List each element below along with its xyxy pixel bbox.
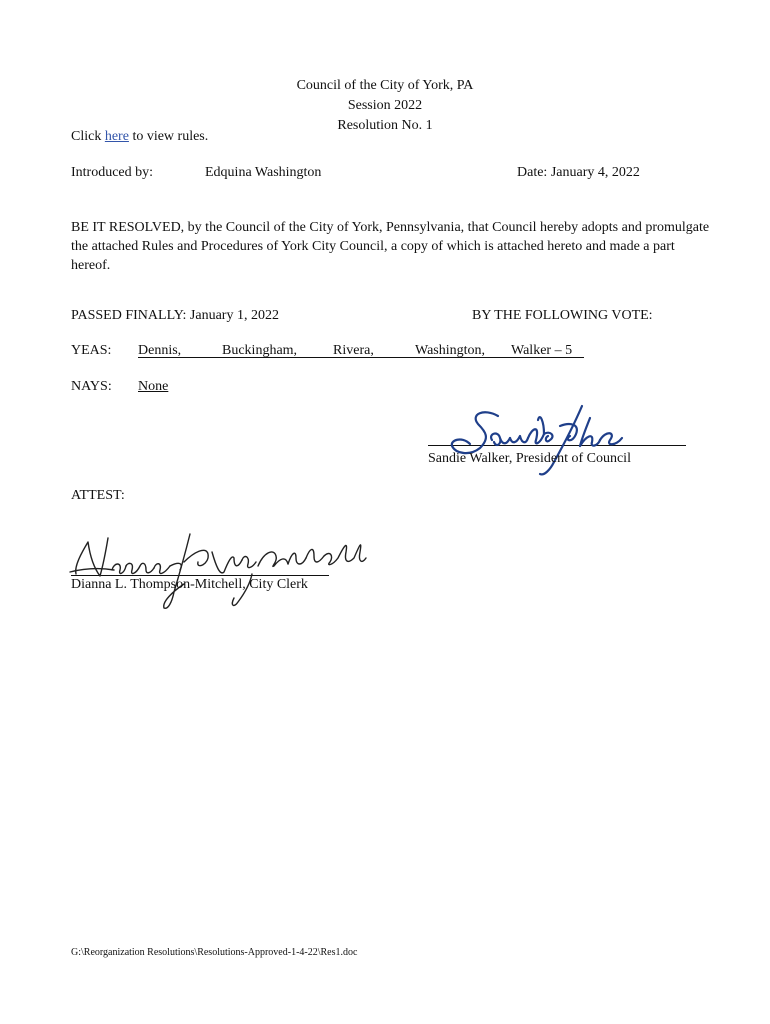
clerk-caption: Dianna L. Thompson-Mitchell, City Clerk	[71, 577, 308, 592]
yea-name: Walker – 5	[511, 343, 573, 358]
attest-label: ATTEST:	[71, 488, 125, 503]
vote-heading: BY THE FOLLOWING VOTE:	[472, 308, 653, 323]
president-signature-image	[440, 400, 630, 480]
file-path-footer: G:\Reorganization Resolutions\Resolutions-Approved-1-4-22\Res1.doc	[71, 947, 358, 958]
nays-label: NAYS:	[71, 379, 112, 394]
resolution-text: BE IT RESOLVED, by the Council of the City of York, Pennsylvania, that Council hereby adopts and promulgate the attached Rules and Procedures of York City Council, a copy of which is attached hereto and made a part hereof.	[71, 220, 710, 273]
resolution-number: Resolution No. 1	[337, 118, 433, 133]
passed-finally: PASSED FINALLY: January 1, 2022	[71, 308, 279, 323]
document-header	[0, 76, 770, 136]
council-title: Council of the City of York, PA	[296, 78, 474, 93]
introducer-name: Edquina Washington	[205, 165, 322, 180]
session-title: Session 2022	[347, 98, 423, 113]
yea-name: Washington,	[415, 343, 486, 358]
nays-value: None	[138, 379, 169, 394]
rules-prefix: Click	[71, 129, 102, 144]
yea-name: Rivera,	[333, 343, 374, 358]
rules-link[interactable]: here	[104, 129, 129, 144]
introduced-label: Introduced by:	[71, 165, 154, 180]
clerk-signature-image	[66, 522, 366, 617]
yea-name: Buckingham,	[222, 343, 298, 358]
yea-name: Dennis,	[138, 343, 182, 358]
president-caption: Sandie Walker, President of Council	[428, 451, 631, 466]
rules-suffix: to view rules.	[132, 129, 209, 144]
yeas-label: YEAS:	[71, 343, 112, 358]
rules-line	[71, 128, 208, 145]
introduced-date: Date: January 4, 2022	[517, 165, 640, 180]
